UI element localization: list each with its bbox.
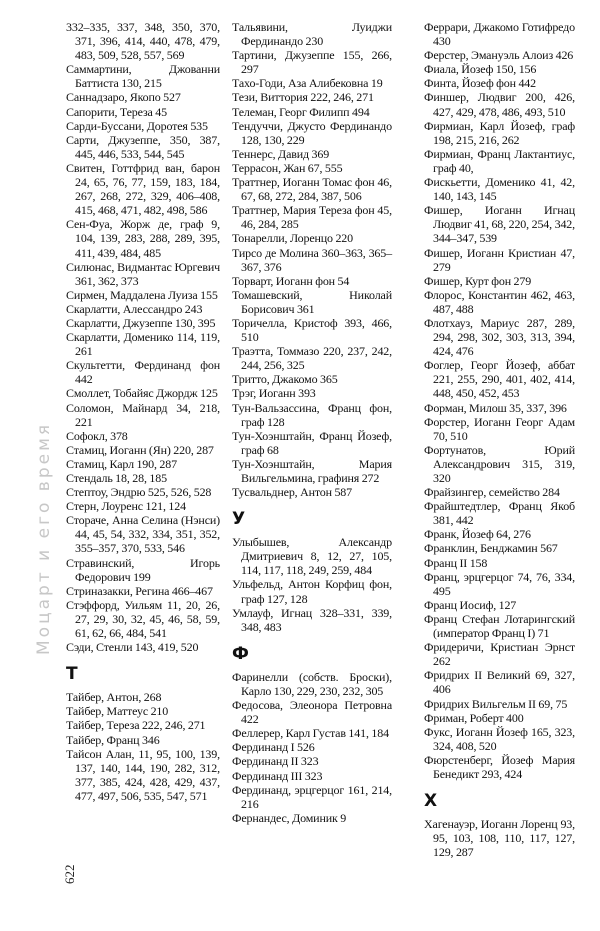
index-entry: Феррари, Джакомо Готифредо 430 — [424, 20, 575, 49]
index-entry: Скарлатти, Доменико 114, 119, 261 — [66, 330, 220, 359]
index-entry: Ферстер, Эмануэль Алоиз 426 — [424, 48, 574, 63]
index-entry: Фирмиан, Франц Лактантиус, граф 40, — [424, 146, 575, 175]
index-entry: Тритто, Джакомо 365 — [232, 372, 338, 387]
index-entry: Фридрих Вильгельм II 69, 75 — [424, 696, 568, 711]
index-entry: Фиала, Йозеф 150, 156 — [424, 62, 537, 77]
index-entry: Траттнер, Мария Тереза фон 45, 46, 284, 285 — [232, 203, 392, 232]
index-entry: Силюнас, Видмантас Юргевич 361, 362, 373 — [66, 259, 220, 288]
section-letter: Ф — [232, 643, 249, 664]
index-entry: Теннерс, Давид 369 — [232, 146, 330, 161]
index-entry: Фюрстенберг, Йозеф Мария Бенедикт 293, 424 — [424, 752, 575, 781]
index-entry: Саннадзаро, Якопо 527 — [66, 90, 181, 105]
index-entry: Стамиц, Иоганн (Ян) 220, 287 — [66, 442, 214, 457]
index-entry: Траттнер, Иоганн Томас фон 46, 67, 68, 272, 284, 387, 506 — [232, 175, 392, 204]
index-entry: Франц II 158 — [424, 555, 488, 570]
index-entry: Сарди-Буссани, Доротея 535 — [66, 118, 208, 133]
index-entry: Скультетти, Фердинанд фон 442 — [66, 358, 220, 387]
index-entry: Тун-Вальзассина, Франц фон, граф 128 — [232, 400, 392, 429]
index-entry: Соломон, Майнард 34, 218, 221 — [66, 400, 220, 429]
index-entry: Смоллет, Тобайяс Джордж 125 — [66, 386, 218, 401]
index-entry: Фоглер, Георг Йозеф, аббат 221, 255, 290, 401, 402, 414, 448, 450, 452, 453 — [424, 358, 575, 401]
section-letter: Х — [424, 791, 438, 812]
index-entry: Фишер, Иоганн Кристиан 47, 279 — [424, 245, 575, 274]
index-entry: Фаринелли (собств. Броски), Карло 130, 229, 230, 232, 305 — [232, 669, 392, 698]
index-entry: Фишер, Иоганн Игнац Людвиг 41, 68, 220, 254, 342, 344–347, 539 — [424, 203, 575, 246]
index-entry: Тайбер, Антон, 268 — [66, 690, 162, 705]
index-entry: Скарлатти, Алессандро 243 — [66, 301, 203, 316]
page-number: 622 — [62, 864, 77, 884]
index-entry: Стамиц, Карл 190, 287 — [66, 456, 177, 471]
index-entry: Ульфельд, Антон Корфиц фон, граф 127, 128 — [232, 577, 392, 606]
index-column-2 — [232, 20, 392, 825]
index-entry: Трэг, Иоганн 393 — [232, 386, 316, 401]
index-entry: Скарлатти, Джузеппе 130, 395 — [66, 315, 216, 330]
index-entry: Софокл, 378 — [66, 428, 128, 443]
index-entry: Тайсон Алан, 11, 95, 100, 139, 137, 140, 144, 190, 282, 312, 377, 385, 424, 428, 429, 437, 477, 497, 506, 535, 547, 571 — [66, 746, 220, 803]
index-entry: Тендуччи, Джусто Фердинандо 128, 130, 229 — [232, 118, 392, 147]
index-entry: Террасон, Жан 67, 555 — [232, 160, 343, 175]
index-entry: Франц Стефан Лотарингский (император Франц I) 71 — [424, 611, 575, 641]
index-entry: Форман, Милош 35, 337, 396 — [424, 400, 567, 415]
index-entry: Стравинский, Игорь Федорович 199 — [66, 555, 220, 584]
index-entry: Франц, эрцгерцог 74, 76, 334, 495 — [424, 569, 575, 598]
section-letter: У — [232, 509, 246, 530]
index-entry: 332–335, 337, 348, 350, 370, 371, 396, 414, 440, 478, 479, 483, 509, 528, 557, 569 — [66, 20, 220, 63]
index-entry: Фрайзингер, семейство 284 — [424, 485, 560, 500]
index-entry: Сэди, Стенли 143, 419, 520 — [66, 640, 199, 655]
index-entry: Тайбер, Франц 346 — [66, 732, 160, 747]
index-entry: Сен-Фуа, Жорж де, граф 9, 104, 139, 283, 288, 289, 395, 411, 439, 484, 485 — [66, 217, 220, 260]
index-entry: Сирмен, Маддалена Луиза 155 — [66, 287, 218, 302]
index-entry: Тирсо де Молина 360–363, 365–367, 376 — [232, 245, 392, 274]
index-entry: Федосова, Элеонора Петровна 422 — [232, 698, 392, 727]
index-entry: Стептоу, Эндрю 525, 526, 528 — [66, 485, 212, 500]
index-entry: Фернандес, Доминик 9 — [232, 810, 347, 825]
index-entry: Стендаль 18, 28, 185 — [66, 471, 167, 485]
index-entry: Свитен, Готтфрид ван, барон 24, 65, 76, 77, 159, 183, 184, 267, 268, 272, 329, 406–408, 415, 468, 471, 482, 498, 586 — [66, 160, 220, 218]
index-entry: Фискьетти, Доменико 41, 42, 140, 143, 145 — [424, 175, 575, 204]
index-entry: Фортунатов, Юрий Александрович 315, 319, 320 — [424, 442, 575, 485]
index-entry: Сапорити, Тереза 45 — [66, 104, 167, 119]
index-entry: Тун-Хоэнштайн, Мария Вильгельмина, графиня 272 — [232, 456, 392, 485]
index-entry: Фишер, Курт фон 279 — [424, 273, 532, 288]
index-entry: Тайбер, Тереза 222, 246, 271 — [66, 718, 206, 733]
index-entry: Фриман, Роберт 400 — [424, 710, 524, 725]
index-entry: Сторачe, Анна Селина (Нэнси) 44, 45, 54, 332, 334, 351, 352, 355–357, 370, 533, 546 — [66, 513, 220, 556]
index-entry: Тун-Хоэнштайн, Франц Йозеф, граф 68 — [232, 428, 392, 457]
index-entry: Тартини, Джузеппе 155, 266, 297 — [232, 48, 392, 77]
index-entry: Франклин, Бенджамин 567 — [424, 541, 558, 556]
index-entry: Улыбышев, Александр Дмитриевич 8, 12, 27, 105, 114, 117, 118, 249, 259, 484 — [232, 535, 392, 578]
index-entry: Флорос, Константин 462, 463, 487, 488 — [424, 287, 575, 316]
index-column-1 — [66, 20, 220, 803]
index-entry: Феллерер, Карл Густав 141, 184 — [232, 726, 389, 741]
index-entry: Фердинанд II 323 — [232, 754, 319, 769]
index-entry: Фукс, Иоганн Йозеф 165, 323, 324, 408, 520 — [424, 724, 575, 753]
section-letter: Т — [66, 664, 78, 685]
index-entry: Фердинанд I 526 — [232, 740, 315, 755]
index-entry: Стэффорд, Уильям 11, 20, 26, 27, 29, 30, 32, 45, 46, 58, 59, 61, 62, 66, 484, 541 — [66, 597, 220, 641]
index-entry: Торварт, Иоганн фон 54 — [232, 273, 350, 288]
index-entry: Тези, Виттория 222, 246, 271 — [232, 90, 374, 105]
index-entry: Телеман, Георг Филипп 494 — [232, 104, 370, 119]
index-entry: Стриназакки, Регина 466–467 — [66, 583, 213, 598]
running-head: Моцарт и его время — [34, 421, 54, 655]
index-entry: Саммартини, Джованни Баттиста 130, 215 — [66, 62, 220, 91]
index-entry: Финшер, Людвиг 200, 426, 427, 429, 478, 486, 493, 510 — [424, 90, 575, 119]
index-entry: Финта, Йозеф фон 442 — [424, 76, 536, 91]
index-entry: Тусвальднер, Антон 587 — [232, 485, 353, 500]
index-entry: Флотхауз, Мариус 287, 289, 294, 298, 302, 303, 313, 394, 424, 476 — [424, 315, 575, 359]
index-entry: Томашевский, Николай Борисович 361 — [232, 287, 392, 316]
index-entry: Стерн, Лоуренс 121, 124 — [66, 499, 186, 514]
index-entry: Тахо-Годи, Аза Алибековна 19 — [232, 76, 383, 91]
index-entry: Тонарелли, Лоренцо 220 — [232, 231, 354, 246]
index-entry: Траэтта, Томмазо 220, 237, 242, 244, 256, 325 — [232, 344, 392, 373]
index-entry: Умлауф, Игнац 328–331, 339, 348, 483 — [232, 605, 392, 634]
index-entry: Фирмиан, Карл Йозеф, граф 198, 215, 216, 262 — [424, 118, 575, 147]
index-entry: Тайбер, Маттеус 210 — [66, 704, 169, 719]
index-entry: Торичелла, Кристоф 393, 466, 510 — [232, 315, 392, 345]
index-column-3 — [424, 20, 575, 859]
index-entry: Франк, Йозеф 64, 276 — [424, 527, 531, 542]
index-entry: Фрайштедтлер, Франц Якоб 381, 442 — [424, 499, 575, 528]
index-entry: Тальявини, Луиджи Фердинандо 230 — [232, 20, 392, 49]
index-entry: Фердинанд, эрцгерцог 161, 214, 216 — [232, 782, 392, 811]
index-entry: Фердинанд III 323 — [232, 768, 323, 783]
index-entry: Хагенауэр, Иоганн Лоренц 93, 95, 103, 108, 110, 117, 127, 129, 287 — [424, 817, 575, 860]
index-entry: Сарти, Джузеппе, 350, 387, 445, 446, 533, 544, 545 — [66, 132, 220, 161]
index-entry: Франц Иосиф, 127 — [424, 597, 517, 612]
index-entry: Форстер, Иоганн Георг Адам 70, 510 — [424, 414, 575, 443]
index-entry: Фридеричи, Кристиан Эрнст 262 — [424, 640, 575, 669]
index-entry: Фридрих II Великий 69, 327, 406 — [424, 668, 575, 697]
